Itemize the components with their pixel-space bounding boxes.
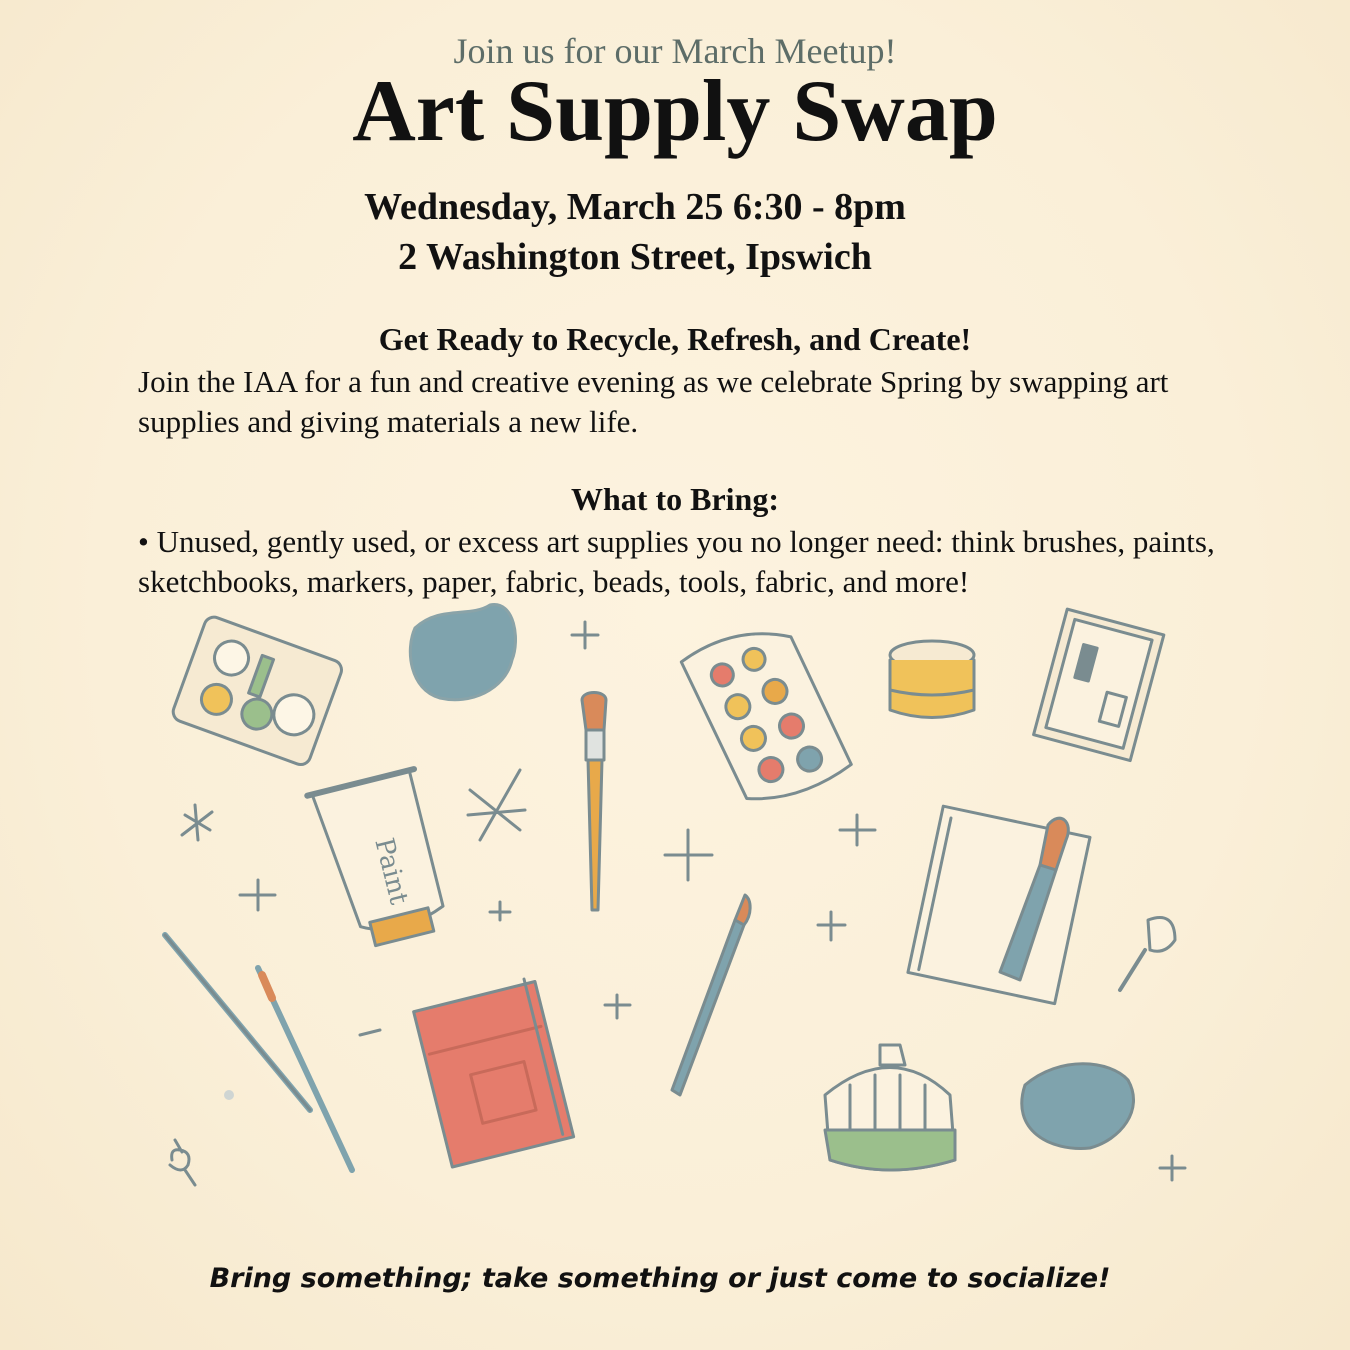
intro-line: Join us for our March Meetup! bbox=[453, 31, 897, 71]
red-sketchbook-icon bbox=[412, 977, 573, 1167]
blue-sponge-icon bbox=[1022, 1064, 1134, 1149]
paint-jar-icon bbox=[890, 641, 974, 718]
blue-sponge-icon bbox=[410, 605, 515, 700]
paint-palette-icon bbox=[170, 614, 344, 767]
page-title: Art Supply Swap bbox=[352, 63, 998, 160]
sparkle-icon bbox=[840, 815, 875, 845]
paintbrush-icon bbox=[258, 968, 352, 1170]
sparkle-icon bbox=[468, 770, 525, 840]
event-address: 2 Washington Street, Ipswich bbox=[398, 236, 872, 278]
sparkle-icon bbox=[182, 805, 212, 840]
paintbrush-icon bbox=[582, 693, 606, 911]
paintbrush-icon bbox=[672, 895, 750, 1095]
glass-jar-icon bbox=[825, 1045, 955, 1170]
sparkle-icon bbox=[490, 902, 510, 920]
sparkle-icon bbox=[818, 912, 845, 940]
sparkle-icon bbox=[360, 1030, 380, 1035]
sparkle-icon bbox=[240, 880, 275, 910]
watercolor-set-icon bbox=[679, 614, 855, 814]
bring-heading: What to Bring: bbox=[571, 481, 779, 517]
sparkle-icon bbox=[665, 830, 712, 880]
sketchbook-icon bbox=[1034, 609, 1164, 760]
footer-tagline: Bring something; take something or just come to socialize! bbox=[209, 1263, 1111, 1294]
sparkle-icon bbox=[1160, 1156, 1185, 1180]
bring-body: • Unused, gently used, or excess art supplies you no longer need: think brushes, paints, sketchbooks, markers, paper, fabric, beads, tools, fabric, and more! bbox=[138, 524, 1215, 599]
paint-tube-label: Paint bbox=[368, 835, 414, 908]
about-heading: Get Ready to Recycle, Refresh, and Create! bbox=[378, 321, 972, 357]
palette-knife-icon bbox=[1120, 918, 1175, 991]
sparkle-icon bbox=[605, 995, 630, 1018]
doodle-icon bbox=[170, 1140, 195, 1185]
paintbrush-icon bbox=[165, 935, 310, 1110]
about-body: Join the IAA for a fun and creative evening as we celebrate Spring by swapping art supplies and giving materials a new life. bbox=[138, 364, 1169, 439]
event-date-time: Wednesday, March 25 6:30 - 8pm bbox=[364, 186, 906, 228]
sparkle-icon bbox=[572, 622, 598, 648]
